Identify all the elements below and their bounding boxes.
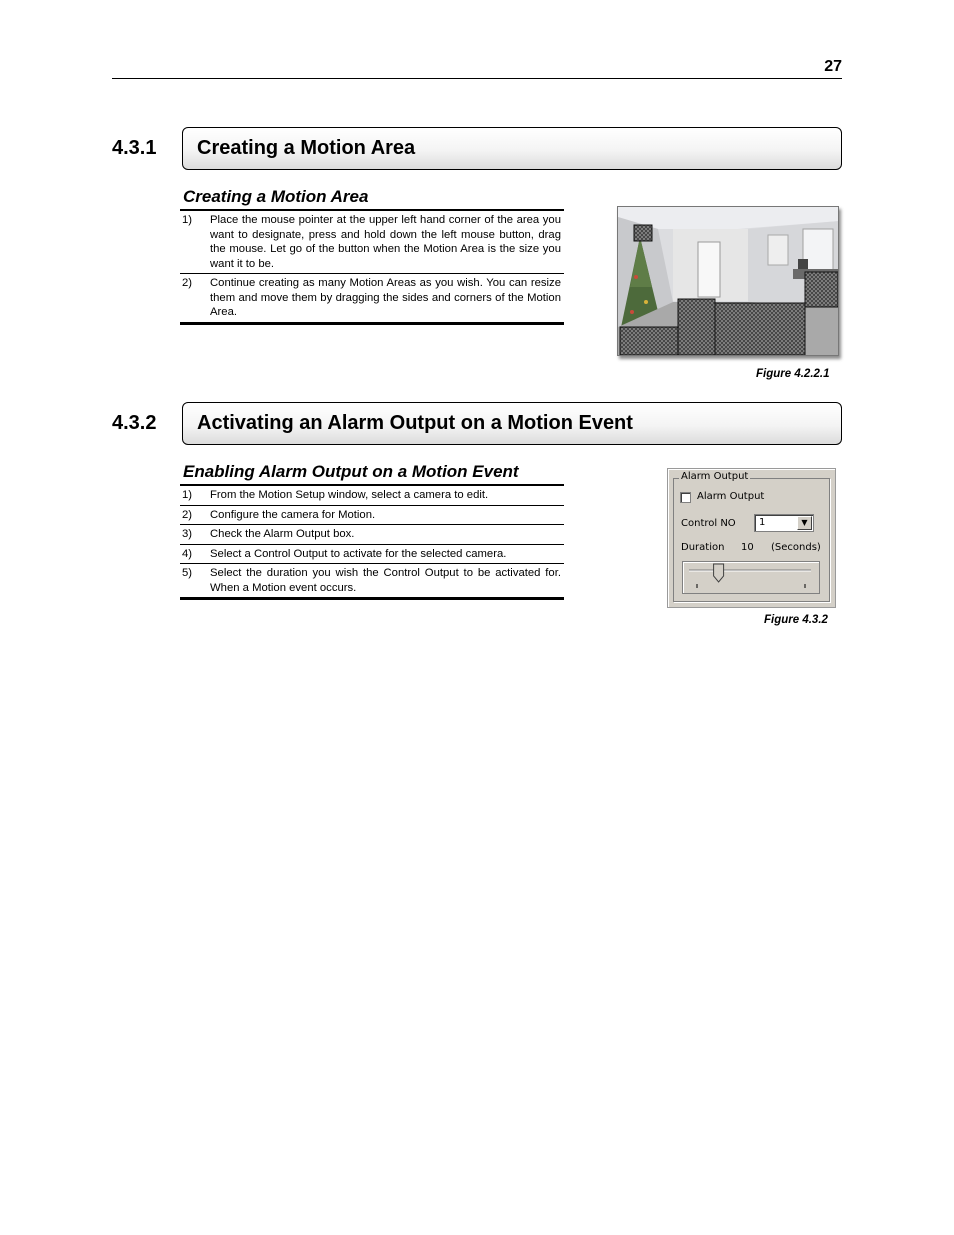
step-text: Configure the camera for Motion. [210,508,376,521]
section-number: 4.3.2 [112,412,157,434]
step-row [180,273,564,322]
step-number: 3) [182,528,193,540]
step-row [180,486,564,505]
figure-caption: Figure 4.3.2 [764,614,828,626]
alarm-output-checkbox-label[interactable]: Alarm Output [697,491,765,502]
section-title: Creating a Motion Area [197,137,416,159]
chevron-down-icon[interactable]: ▼ [797,516,812,530]
slider-thumb[interactable] [714,564,724,582]
step-text: Place the mouse pointer at the upper left hand corner of the area you want to designate, press and hold down the left mouse button, drag the mouse. Let go of the button when the Motion Area is the size you want it to be. [210,214,561,270]
subheading: Creating a Motion Area [183,187,369,206]
step-row [180,505,564,525]
step-text: From the Motion Setup window, select a camera to edit. [210,489,489,501]
duration-value: 10 [741,542,754,553]
section-number: 4.3.1 [112,137,157,159]
groupbox-title: Alarm Output [681,471,749,482]
step-number: 1) [182,214,193,226]
header-rule [112,78,842,79]
section-title-box [182,402,842,445]
section-title-box [182,127,842,170]
section-title: Activating an Alarm Output on a Motion Event [197,412,633,434]
step-number: 2) [182,508,193,521]
step-number: 4) [182,547,193,560]
step-text: Select a Control Output to activate for the selected camera. [210,547,507,560]
step-row [180,524,564,544]
step-number: 5) [182,567,193,579]
slider-graphic [683,562,819,593]
step-text: Check the Alarm Output box. [210,528,355,540]
alarm-output-checkbox[interactable] [680,492,691,503]
duration-unit: (Seconds) [771,542,821,553]
control-no-select[interactable] [754,514,814,532]
camera-scene [618,207,839,356]
steps-table [180,209,564,325]
duration-slider[interactable] [682,561,820,594]
duration-label: Duration [681,542,725,553]
motion-area-camera-image [617,206,839,356]
control-no-value: 1 [759,517,766,528]
step-number: 1) [182,489,193,501]
step-text: Continue creating as many Motion Areas as you wish. You can resize them and move them by dragging the sides and corners of the Motion Area. [210,277,561,318]
figure-caption: Figure 4.2.2.1 [756,368,830,380]
step-number: 2) [182,277,193,289]
subheading: Enabling Alarm Output on a Motion Event [183,462,519,481]
page-number: 27 [824,58,842,75]
alarm-output-panel [667,468,836,608]
step-row [180,544,564,564]
steps-table [180,484,564,600]
step-row [180,211,564,273]
step-row [180,563,564,597]
step-text: Select the duration you wish the Control Output to be activated for. When a Motion event occurs. [210,567,561,594]
control-no-label: Control NO [681,518,736,529]
